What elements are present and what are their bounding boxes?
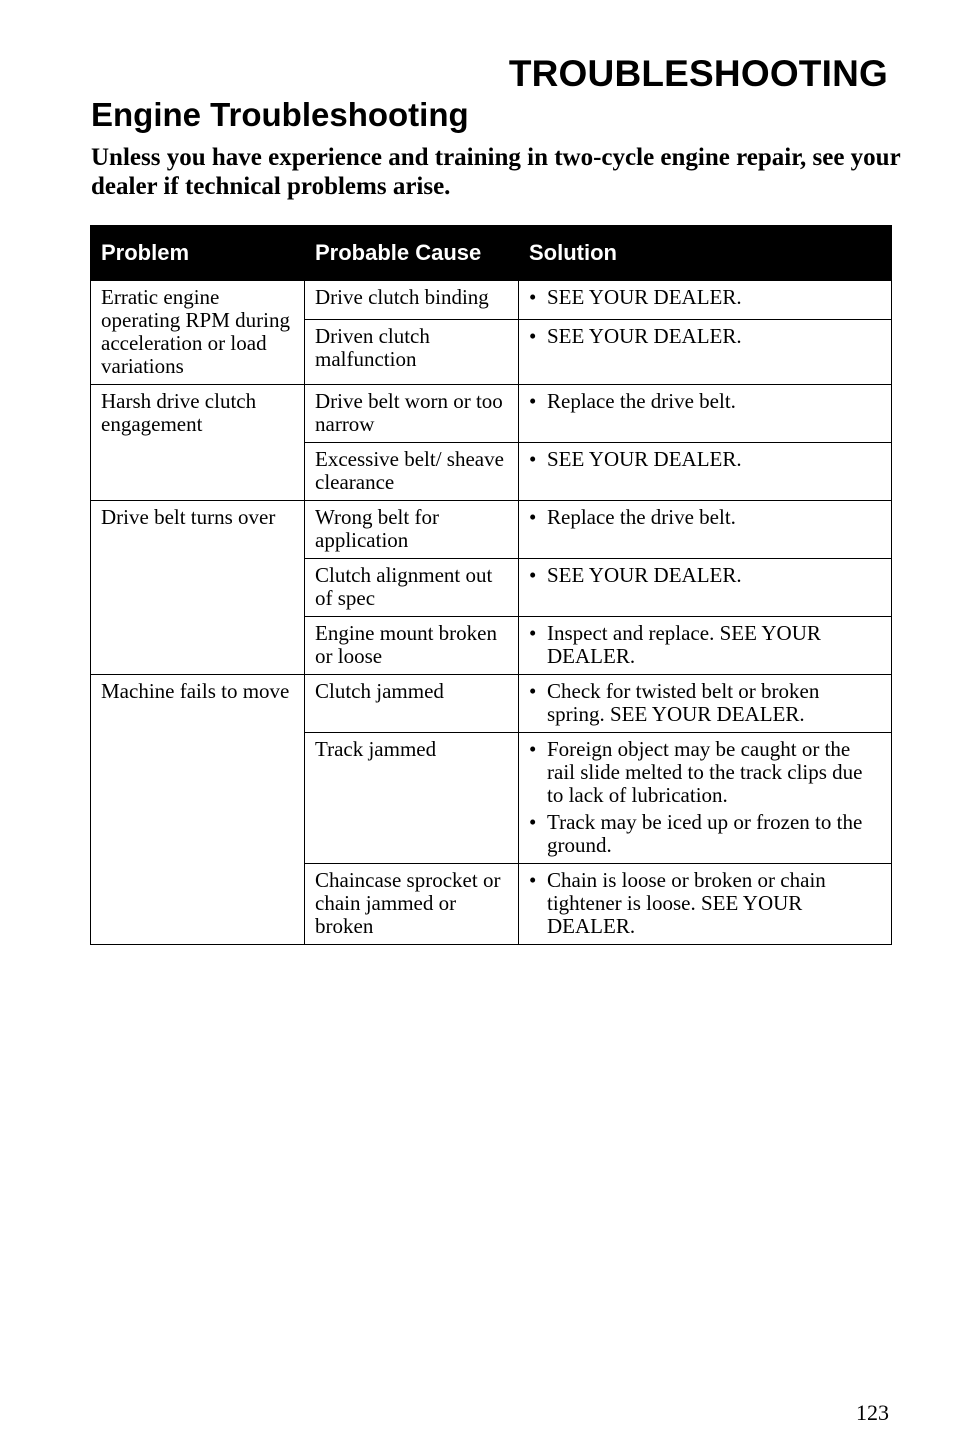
cause-cell: Wrong belt for application	[305, 501, 519, 559]
table-header	[91, 225, 892, 281]
solution-item: • Foreign object may be caught or the rail slide melted to the track clips due to lack of lubrication.	[529, 738, 881, 807]
troubleshooting-table	[90, 225, 892, 945]
problem-cell: Harsh drive clutch engagement	[91, 385, 305, 501]
problem-cell: Drive belt turns over	[91, 501, 305, 675]
cause-cell: Track jammed	[305, 733, 519, 864]
solution-item: • Replace the drive belt.	[529, 390, 881, 413]
page-number: 123	[856, 1400, 889, 1425]
intro-warning: Unless you have experience and training in two-cycle engine repair, see your dealer if technical problems arise.	[91, 144, 901, 200]
solution-list	[529, 738, 881, 857]
solution-item: • Chain is loose or broken or chain tightener is loose. SEE YOUR DEALER.	[529, 869, 881, 938]
solution-cell	[519, 281, 892, 320]
solution-item: • SEE YOUR DEALER.	[529, 286, 881, 309]
cause-cell: Clutch jammed	[305, 675, 519, 733]
solution-list	[529, 390, 881, 413]
page-title: Engine Troubleshooting	[91, 96, 469, 133]
solution-cell	[519, 443, 892, 501]
cause-cell: Drive belt worn or too narrow	[305, 385, 519, 443]
cause-cell: Excessive belt/ sheave clearance	[305, 443, 519, 501]
problem-cell: Machine fails to move	[91, 675, 305, 945]
solution-list	[529, 869, 881, 938]
table-row	[91, 385, 892, 443]
cause-cell: Chaincase sprocket or chain jammed or broken	[305, 864, 519, 945]
table-row	[91, 675, 892, 733]
table-row	[91, 501, 892, 559]
solution-cell	[519, 675, 892, 733]
solution-list	[529, 680, 881, 726]
table-row	[91, 281, 892, 320]
solution-item: • Check for twisted belt or broken spring. SEE YOUR DEALER.	[529, 680, 881, 726]
solution-item: • SEE YOUR DEALER.	[529, 564, 881, 587]
solution-cell	[519, 501, 892, 559]
column-header-solution: Solution	[519, 225, 892, 281]
solution-cell	[519, 559, 892, 617]
header-row	[91, 225, 892, 281]
cause-cell: Engine mount broken or loose	[305, 617, 519, 675]
column-header-cause: Probable Cause	[305, 225, 519, 281]
solution-list	[529, 325, 881, 348]
solution-cell	[519, 320, 892, 385]
solution-item: • Track may be iced up or frozen to the ground.	[529, 811, 881, 857]
solution-list	[529, 448, 881, 471]
solution-item: • SEE YOUR DEALER.	[529, 448, 881, 471]
solution-list	[529, 564, 881, 587]
cause-cell: Clutch alignment out of spec	[305, 559, 519, 617]
solution-item: • Inspect and replace. SEE YOUR DEALER.	[529, 622, 881, 668]
solution-list	[529, 622, 881, 668]
solution-item: • SEE YOUR DEALER.	[529, 325, 881, 348]
problem-cell: Erratic engine operating RPM during acceleration or load variations	[91, 281, 305, 385]
solution-cell	[519, 864, 892, 945]
solution-item: • Replace the drive belt.	[529, 506, 881, 529]
cause-cell: Drive clutch binding	[305, 281, 519, 320]
table-body	[91, 281, 892, 945]
solution-list	[529, 286, 881, 309]
solution-cell	[519, 733, 892, 864]
solution-list	[529, 506, 881, 529]
cause-cell: Driven clutch malfunction	[305, 320, 519, 385]
section-title: TROUBLESHOOTING	[508, 53, 888, 94]
column-header-problem: Problem	[91, 225, 305, 281]
solution-cell	[519, 617, 892, 675]
solution-cell	[519, 385, 892, 443]
